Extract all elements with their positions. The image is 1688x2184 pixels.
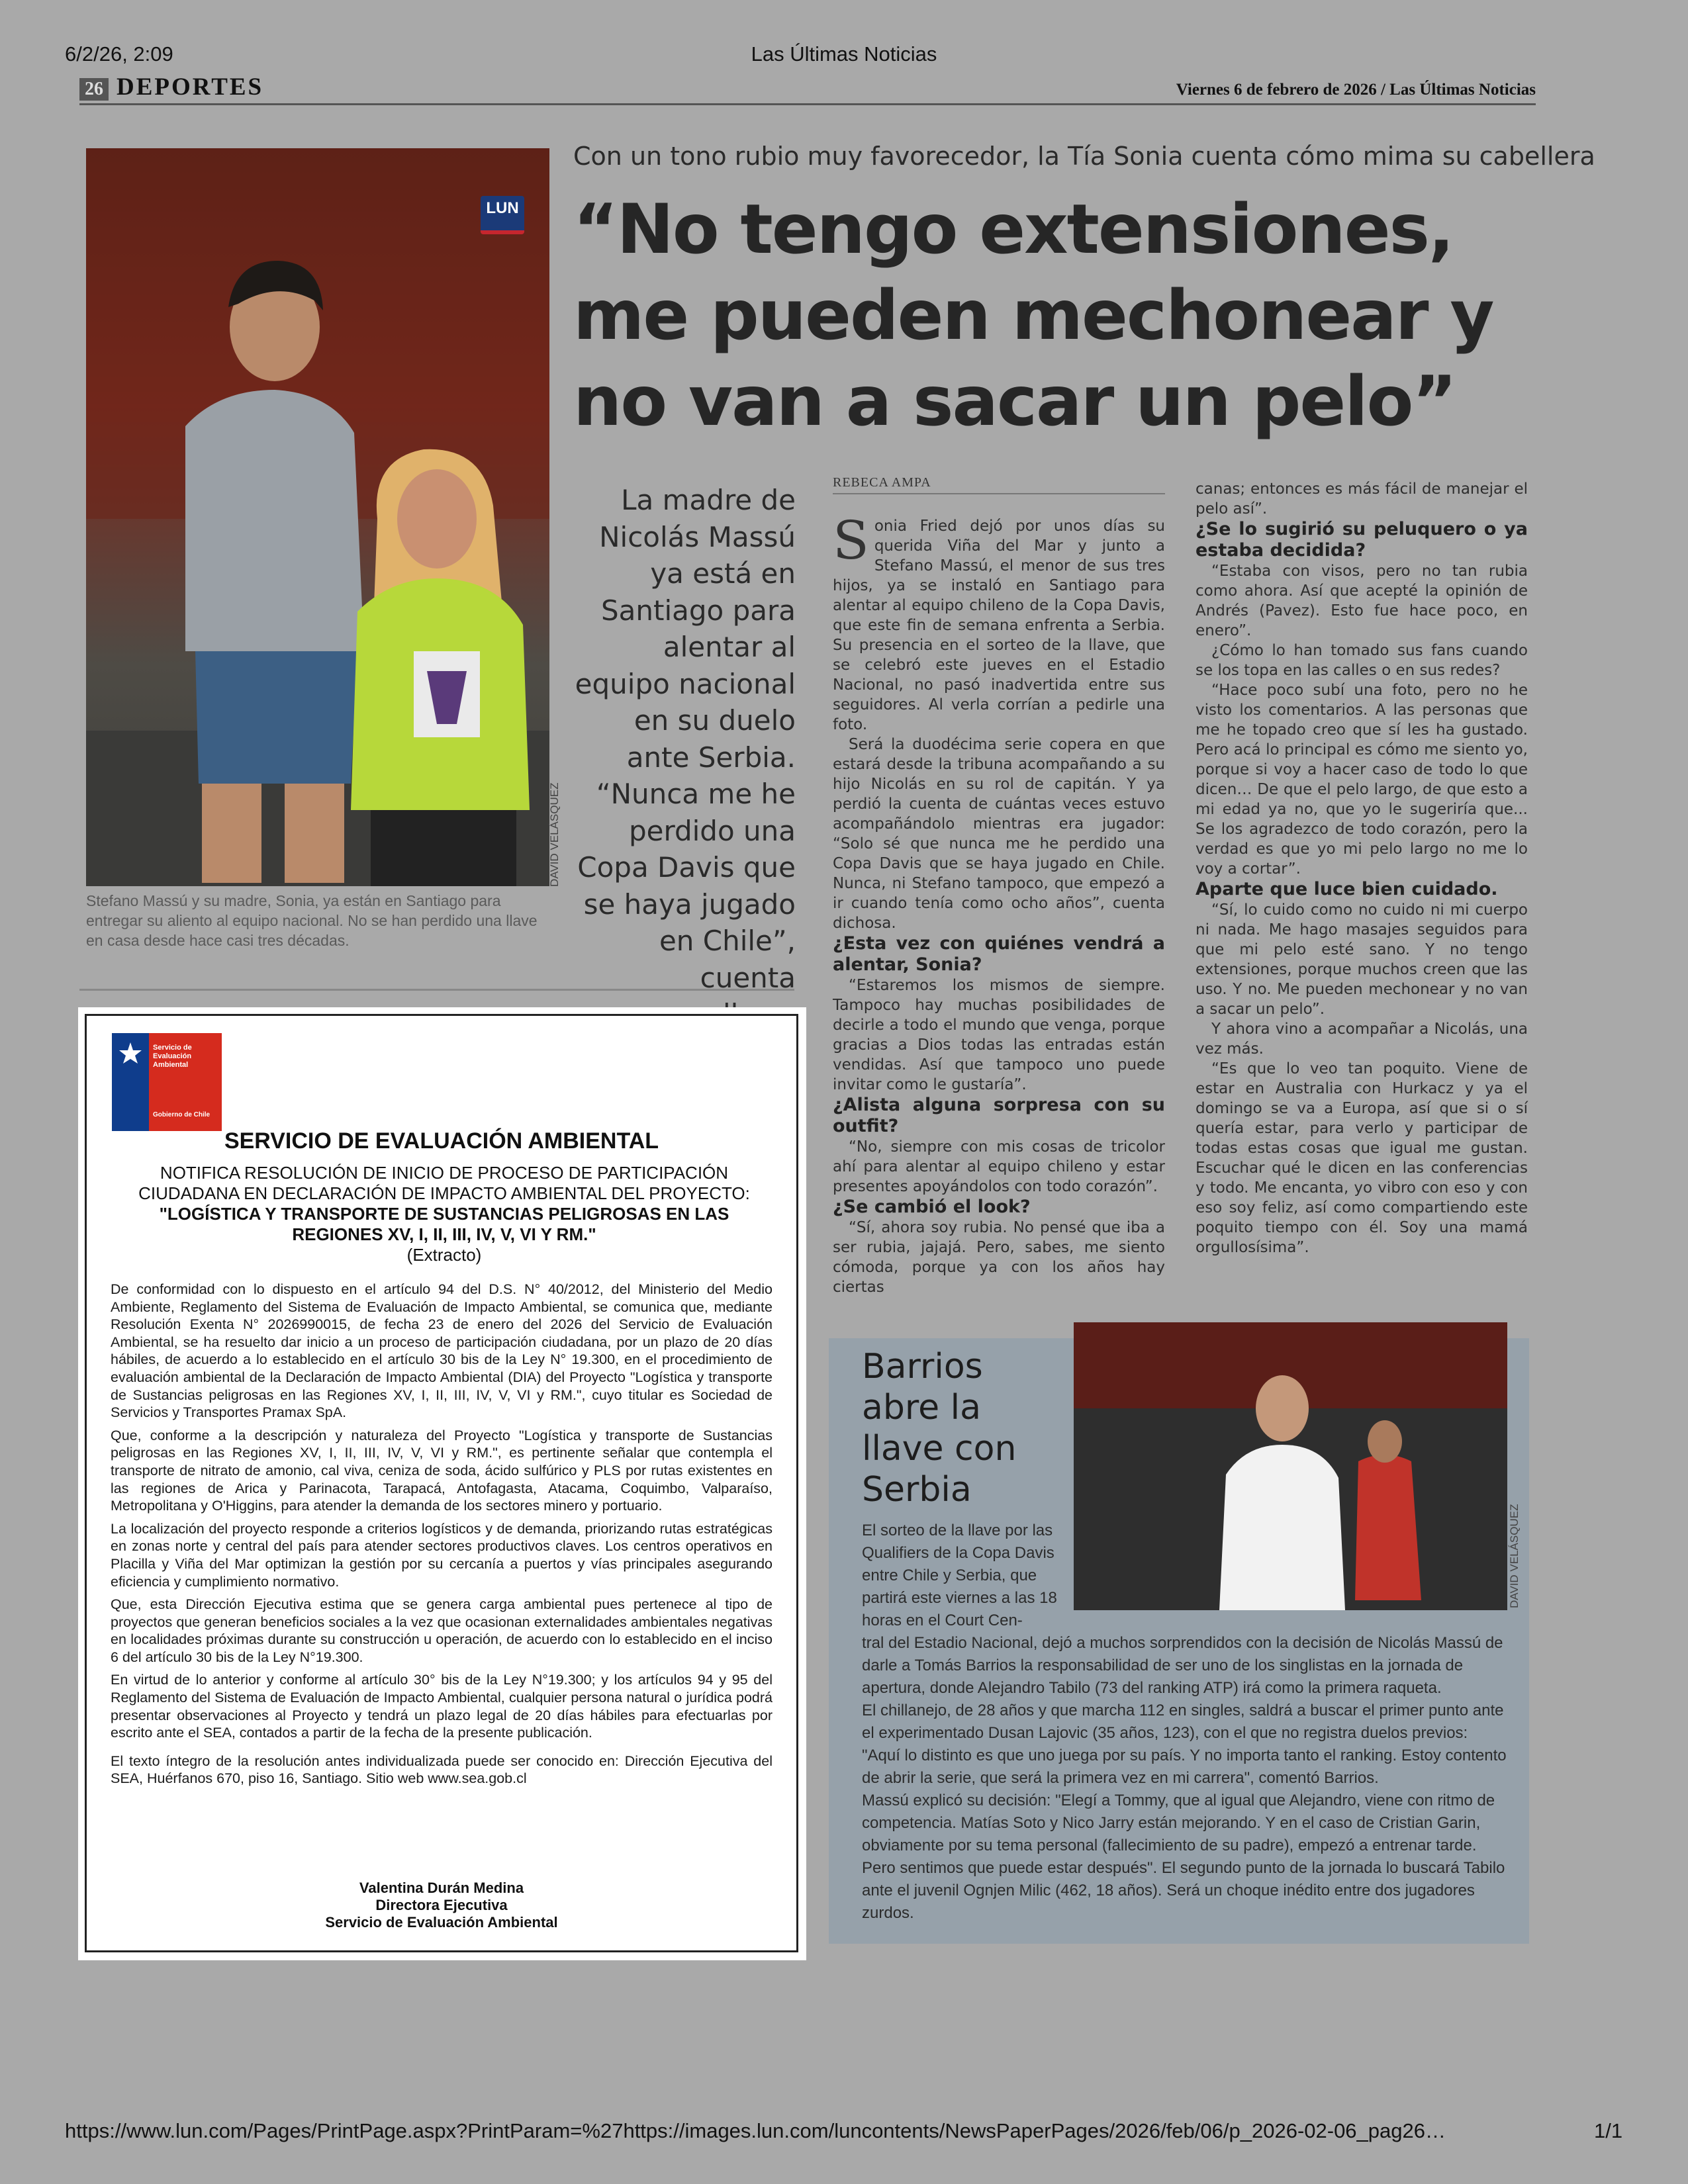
interview-question: ¿Se lo sugirió su peluquero o ya estaba decidida? [1196, 519, 1528, 561]
issue-date: Viernes 6 de febrero de 2026 [1176, 81, 1377, 99]
notice-paragraph: Que, conforme a la descripción y naturaleza del Proyecto "Logística y transporte de Sustancias peligrosas en las Regiones XV, I, II, III, IV, V, VI y RM.", es pertinente señalar que contempla el transporte de nitrato de amonio, cal viva, ceniza de soda, ácido sulfúrico y PLS por rutas existentes en las regiones de Arica y Parinacota, Tarapacá, Antofagasta, Atacama, Coquimbo, Valparaíso, Metropolitana y O'Higgins, para atender la demanda de los sectores minero y portuario. [111, 1427, 773, 1514]
section-name: DEPORTES [117, 73, 264, 101]
notice-paragraph: La localización del proyecto responde a criterios logísticos y de demanda, priorizando rutas estratégicas en zonas norte y central del país para atender sectores productivos claves. Los centros operativos en Placilla y Viña del Mar optimizan la gestión por su cercanía a puertos y vías principales asegurando eficiencia y cumplimiento normativo. [111, 1520, 773, 1590]
signer-role: Directora Ejecutiva [375, 1897, 508, 1913]
article-column-1 [833, 510, 1165, 1297]
interview-answer: “No, siempre con mis cosas de tricolor ahí para alentar al equipo chileno y estar presentes apoyándolos con todo corazón”. [833, 1138, 1165, 1195]
col2-paragraph: Y ahora vino a acompañar a Nicolás, una vez más. [1196, 1021, 1528, 1058]
signer-name: Valentina Durán Medina [359, 1880, 524, 1896]
sea-legal-notice [78, 1007, 806, 1960]
col1-paragraph: onia Fried dejó por unos días su querida Viña del Mar y junto a Stefano Massú, el menor de sus tres hijos, ya se instaló en Santiago para alentar al equipo chileno de la Copa Davis, que este fin de semana enfrenta a Serbia. Su presencia en el sorteo de la llave, que se celebró este jueves en el Estadio Nacional, no pasó inadvertida entre sus seguidores. Al verla corrían a pedirle una foto. [833, 518, 1165, 733]
col1-paragraph: Será la duodécima serie copera en que estará desde la tribuna acompañando a su hijo Nicolás en su rol de capitán. Y ya perdió la cuenta de cuántas veces estuvo acompañándolo mientras era jugador: “Solo sé que nunca me he perdido una Copa Davis que se haya jugado en Chile. Nunca, ni Stefano tampoco, que empezó a ir cuando tenía como ocho años”, cuenta dichosa. [833, 736, 1165, 932]
notice-extract: (Extracto) [406, 1245, 482, 1265]
article-kicker: Con un tono rubio muy favorecedor, la Tía Sonia cuenta cómo mima su cabellera [573, 142, 1595, 171]
barrios-title: Barrios abre la llave con Serbia [862, 1347, 1017, 1510]
dropcap: S [833, 510, 869, 571]
col2-paragraph: “Hace poco subí una foto, pero no he visto los comentarios. A las personas que me he topado creo que sí les ha gustado. Pero acá lo principal es cómo me siento yo, porque si voy a hacer caso de todo lo que dicen… De que el pelo largo, de que esto a mi edad ya no, que yo le sugeriría que... Se los agradezco de todo corazón, pero la verdad es que yo mi pelo largo no me lo voy a cortar”. [1196, 682, 1528, 878]
interview-question: ¿Se cambió el look? [833, 1197, 1031, 1217]
paper-name: Las Últimas Noticias [1389, 81, 1536, 99]
sea-logo-subtext: Gobierno de Chile [153, 1111, 211, 1118]
dateline-separator: / [1380, 81, 1385, 99]
col2-paragraph: “Es que lo veo tan poquito. Viene de estar en Australia con Hurkacz y ya el domingo se va a Europa, así que si o sí quería estar, para verlo y participar de todas estas cosas que igual me gustan. Escuchar qué le dicen en las conferencias y todo. Me encanta, yo vibro con eso y con eso soy feliz, así como compartiendo este poquito tiempo con él. Soy una mamá orgullosísima”. [1196, 1060, 1528, 1256]
signer-org: Servicio de Evaluación Ambiental [325, 1914, 558, 1931]
col2-paragraph: canas; entonces es más fácil de manejar el pelo así”. [1196, 480, 1528, 518]
notice-signature [87, 1880, 796, 1931]
barrios-paragraph: Massú explicó su decisión: "Elegí a Tommy, que al igual que Alejandro, viene con ritmo de competencia. Matías Soto y Nico Jarry están mejorando. Y en el caso de Cristian Garin, obviamente por su tema personal (fallecimiento de su padre), empezó a entrenar tarde. Pero sentimos que puede estar después". El segundo punto de la jornada lo buscará Tabilo ante el juvenil Ognjen Milic (462, 18 años). Será un choque inédito entre dos jugadores zurdos. [862, 1792, 1505, 1922]
barrios-paragraph: El chillanejo, de 28 años y que marcha 112 en singles, saldrá a buscar el primer punto ante el experimentado Dusan Lajovic (35 años, 123), con el que no registra duelos previos: "Aquí lo distinto es que uno juega por su país. Y no importa tanto el ranking. Estoy contento de abrir la serie, que será la primera vez en mi carrera", comentó Barrios. [862, 1702, 1507, 1787]
interview-question: Aparte que luce bien cuidado. [1196, 879, 1498, 899]
barrios-photo-illustration [1074, 1322, 1507, 1610]
notice-intro: NOTIFICA RESOLUCIÓN DE INICIO DE PROCESO DE PARTICIPACIÓN CIUDADANA EN DECLARACIÓN DE IMPACTO AMBIENTAL DEL PROYECTO: [138, 1163, 750, 1203]
main-photo [86, 148, 549, 886]
print-url: https://www.lun.com/Pages/PrintPage.aspx?PrintParam=%27https://images.lun.com/luncontents/NewsPaperPages/2026/feb/06/p_2026-02-06_pag26… [65, 2119, 1446, 2142]
interview-answer: “Sí, ahora soy rubia. No pensé que iba a ser rubia, jajajá. Pero, sabes, me siento cómoda, porque ya con los años hay ciertas [833, 1219, 1165, 1296]
notice-title: SERVICIO DE EVALUACIÓN AMBIENTAL [224, 1128, 659, 1154]
notice-paragraph: En virtud de lo anterior y conforme al artículo 30° bis de la Ley N°19.300; y los artículos 94 y 95 del Reglamento del Sistema de Evaluación de Impacto Ambiental, cualquier persona natural o jurídica podrá presentar observaciones al Proyecto y tendrá un plazo legal de 20 días hábiles para efectuarlas por escrito ante el SEA, contados a partir de la fecha de la presente publicación. [111, 1672, 773, 1741]
barrios-body [862, 1632, 1509, 1925]
byline: REBECA AMPA [833, 475, 1165, 494]
print-page-count: 1/1 [1594, 2119, 1623, 2142]
interview-answer: “Sí, lo cuido como no cuido ni mi cuerpo ni nada. Me hago masajes seguidos para que mi pelo esté sano. Y no tengo extensiones, porque muchos creen que las uso. Y no. Me pueden mechonear y no van a sacar un pelo”. [1196, 901, 1528, 1018]
notice-paragraph: Que, esta Dirección Ejecutiva estima que se genera carga ambiental pues pertenece al tipo de proyectos que generan beneficios sociales a la vez que ocasionan externalidades ambientales negativas en localidades próximas durante su construcción u operación, de acuerdo con lo establecido en el inciso 6 del artículo 30 bis de la Ley N°19.300. [111, 1596, 773, 1665]
interview-question: ¿Alista alguna sorpresa con su outfit? [833, 1095, 1165, 1136]
interview-answer: “Estaba con visos, pero no tan rubia como ahora. Así que acepté la opinión de Andrés (Pavez). Esto fue hace poco, en enero”. [1196, 563, 1528, 639]
photo-credit: DAVID VELÁSQUEZ [548, 782, 561, 887]
article-headline: “No tengo extensiones, me pueden mechonear y no van a sacar un pelo” [573, 190, 1493, 441]
notice-subtitle [126, 1163, 762, 1265]
barrios-lead: El sorteo de la llave por las Qualifiers de la Copa Davis entre Chile y Serbia, que partirá este viernes a las 18 horas en el Court Cen- [862, 1522, 1057, 1629]
notice-body [111, 1281, 773, 1793]
notice-paragraph: El texto íntegro de la resolución antes individualizada puede ser conocido en: Dirección Ejecutiva del SEA, Huérfanos 670, piso 16, Santiago. Sitio web www.sea.gob.cl [111, 1752, 773, 1787]
barrios-photo-credit: DAVID VELÁSQUEZ [1508, 1504, 1521, 1608]
section-divider [79, 989, 794, 991]
sea-logo-text: Servicio de Evaluación Ambiental [153, 1044, 192, 1069]
col2-paragraph: ¿Cómo lo han tomado sus fans cuando se los topa en las calles o en sus redes? [1196, 642, 1528, 679]
main-photo-illustration [86, 148, 549, 886]
notice-project: "LOGÍSTICA Y TRANSPORTE DE SUSTANCIAS PELIGROSAS EN LAS REGIONES XV, I, II, III, IV, V, VI Y RM." [159, 1204, 729, 1244]
barrios-paragraph: tral del Estadio Nacional, dejó a muchos sorprendidos con la decisión de Nicolás Massú de darle a Tomás Barrios la responsabilidad de ser uno de los singlistas en la jornada de apertura, donde Alejandro Tabilo (73 del ranking ATP) irá como la primera raqueta. [862, 1634, 1503, 1697]
notice-paragraph: De conformidad con lo dispuesto en el artículo 94 del D.S. N° 40/2012, del Ministerio del Medio Ambiente, Reglamento del Sistema de Evaluación de Impacto Ambiental, se comunica que, mediante Resolución Exenta N° 2026990015, de fecha 23 de enero del 2026 del Servicio de Evaluación Ambiental, se ha resuelto dar inicio a un proceso de participación ciudadana, por un plazo de 20 días hábiles, de acuerdo a lo establecido en el artículo 30 bis de la Ley N° 19.300, en el procedimiento de evaluación ambiental de la Declaración de Impacto Ambiental (DIA) del Proyecto "Logística y transporte de Sustancias peligrosas en las Regiones XV, I, II, III, IV, V, VI y RM.", cuyo titular es Sociedad de Servicios y Transportes Pramax SpA. [111, 1281, 773, 1421]
interview-answer: “Estaremos los mismos de siempre. Tampoco hay muchas posibilidades de decirle a todo el mundo que venga, porque gracias a Dios todas las entradas están vendidas. Así que tampoco uno puede invitar como le gustaría”. [833, 977, 1165, 1093]
article-column-2 [1196, 479, 1528, 1257]
lun-logo: LUN [481, 196, 524, 234]
interview-question: ¿Esta vez con quiénes vendrá a alentar, Sonia? [833, 933, 1165, 975]
barrios-photo [1074, 1322, 1507, 1610]
print-page-title: Las Últimas Noticias [751, 42, 937, 66]
dateline [1176, 81, 1536, 99]
print-datetime: 6/2/26, 2:09 [65, 42, 173, 66]
photo-caption: Stefano Massú y su madre, Sonia, ya están en Santiago para entregar su aliento al equipo nacional. No se han perdido una llave en casa desde hace casi tres décadas. [86, 892, 538, 949]
page-number: 26 [79, 78, 109, 101]
article-deck: La madre de Nicolás Massú ya está en Santiago para alentar al equipo nacional en su duelo ante Serbia. “Nunca me he perdido una Copa Davis que se haya jugado en Chile”, cuenta [575, 484, 796, 994]
